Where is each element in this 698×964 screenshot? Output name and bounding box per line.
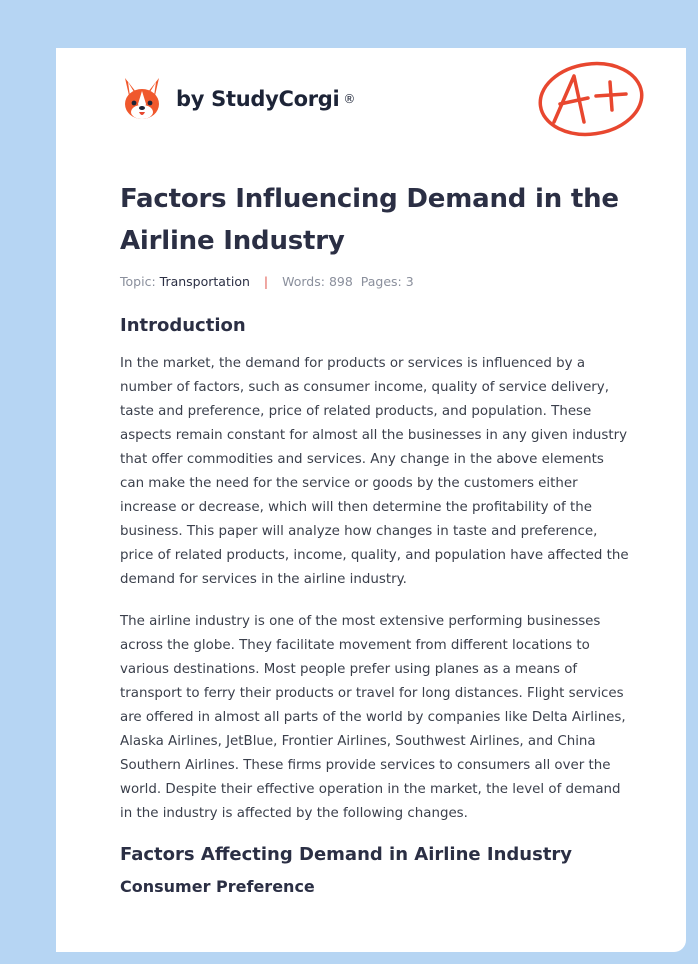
paragraph: In the market, the demand for products or services is influenced by a number of factors, such as consumer income, quality of service delivery, taste and preference, price of related products, and population. These aspects remain constant for almost all the businesses in any given industry that offer commodities and services. Any change in the above elements can make the need for the service or goods by the customers either increase or decrease, which will then determine the profitability of the business. This paper will analyze how changes in taste and preference, price of related products, income, quality, and population have affected the demand for services in the airline industry. — [120, 356, 629, 587]
corgi-logo-icon — [122, 76, 162, 122]
pages-value: 3 — [405, 274, 414, 289]
section-heading-factors: Factors Affecting Demand in Airline Industry — [120, 844, 573, 865]
article-content — [120, 178, 630, 896]
pages-label: Pages: — [360, 274, 402, 289]
topic-label: Topic: — [120, 274, 156, 289]
paragraph: The airline industry is one of the most extensive performing businesses across the globe. They facilitate movement from different locations to various destinations. Most people prefer using planes as a means of transport to ferry their products or travel for long distances. Flight services are offered in almost all parts of the world by companies like Delta Airlines, Alaska Airlines, JetBlue, Frontier Airlines, Southwest Airlines, and China Southern Airlines. These firms provide services to consumers all over the world. Despite their effective operation in the market, the level of demand in the industry is affected by the following changes. — [120, 614, 626, 821]
registered-mark: ® — [343, 92, 356, 106]
a-plus-grade-icon — [536, 58, 650, 140]
brand-header[interactable] — [122, 76, 355, 122]
page-title: Factors Influencing Demand in the Airline Industry — [120, 184, 619, 256]
document-page — [56, 48, 686, 952]
section-heading-introduction: Introduction — [120, 315, 246, 336]
article-meta — [120, 274, 630, 289]
subheading-consumer-preference: Consumer Preference — [120, 877, 315, 896]
brand-name: by StudyCorgi — [176, 87, 340, 111]
words-value: 898 — [328, 274, 353, 289]
topic-value[interactable]: Transportation — [159, 274, 250, 289]
words-label: Words: — [282, 274, 325, 289]
meta-separator: | — [263, 274, 269, 289]
